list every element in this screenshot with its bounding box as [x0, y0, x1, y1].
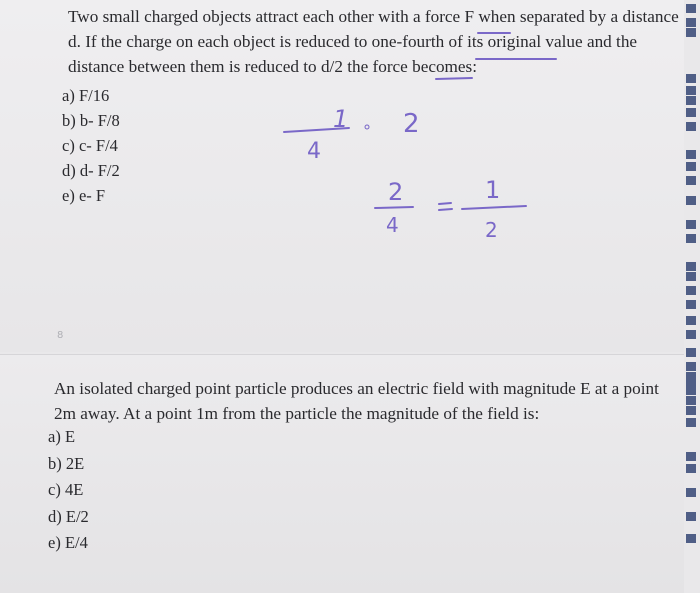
option-e[interactable]: e) e- F	[62, 186, 106, 205]
hw-frac2-num: 2	[388, 178, 404, 206]
hw-frac3-den: 2	[485, 218, 498, 242]
option-b[interactable]: b) 2E	[48, 453, 85, 473]
equals-sign	[439, 203, 452, 210]
option-d[interactable]: d) d- F/2	[62, 161, 120, 180]
option-d[interactable]: d) E/2	[48, 506, 89, 526]
option-a[interactable]: a) F/16	[62, 86, 110, 105]
option-e[interactable]: e) E/4	[48, 533, 88, 552]
hw-dot: ∘	[362, 117, 373, 136]
question-1-text: Two small charged objects attract each other with a force F when separated by a distance d. If the charge on each object is reduced to one-fourth of its original value and the distance between them is reduced to d/2 the force becomes:	[68, 7, 679, 76]
option-c[interactable]: c) c- F/4	[62, 136, 118, 155]
question-2-text: An isolated charged point particle produces an electric field with magnitude E at a point 2m away. At a point 1m from the particle the magnitude of the field is:	[54, 379, 659, 423]
hw-two: 2	[403, 109, 420, 139]
question-2-options	[48, 424, 89, 557]
question-2	[54, 376, 682, 426]
underline-d2	[436, 78, 472, 79]
option-a[interactable]: a) E	[48, 427, 76, 446]
fraction-bar-3	[462, 206, 526, 209]
question-number: 8	[57, 330, 64, 341]
fraction-bar-2	[375, 207, 413, 208]
hw-frac3-num: 1	[485, 176, 501, 204]
option-b[interactable]: b) b- F/8	[62, 111, 120, 130]
option-c[interactable]: c) 4E	[48, 480, 84, 499]
hw-frac1-den: 4	[307, 139, 321, 164]
hw-frac2-den: 4	[386, 213, 399, 237]
hw-frac1-num: 1	[333, 105, 349, 133]
